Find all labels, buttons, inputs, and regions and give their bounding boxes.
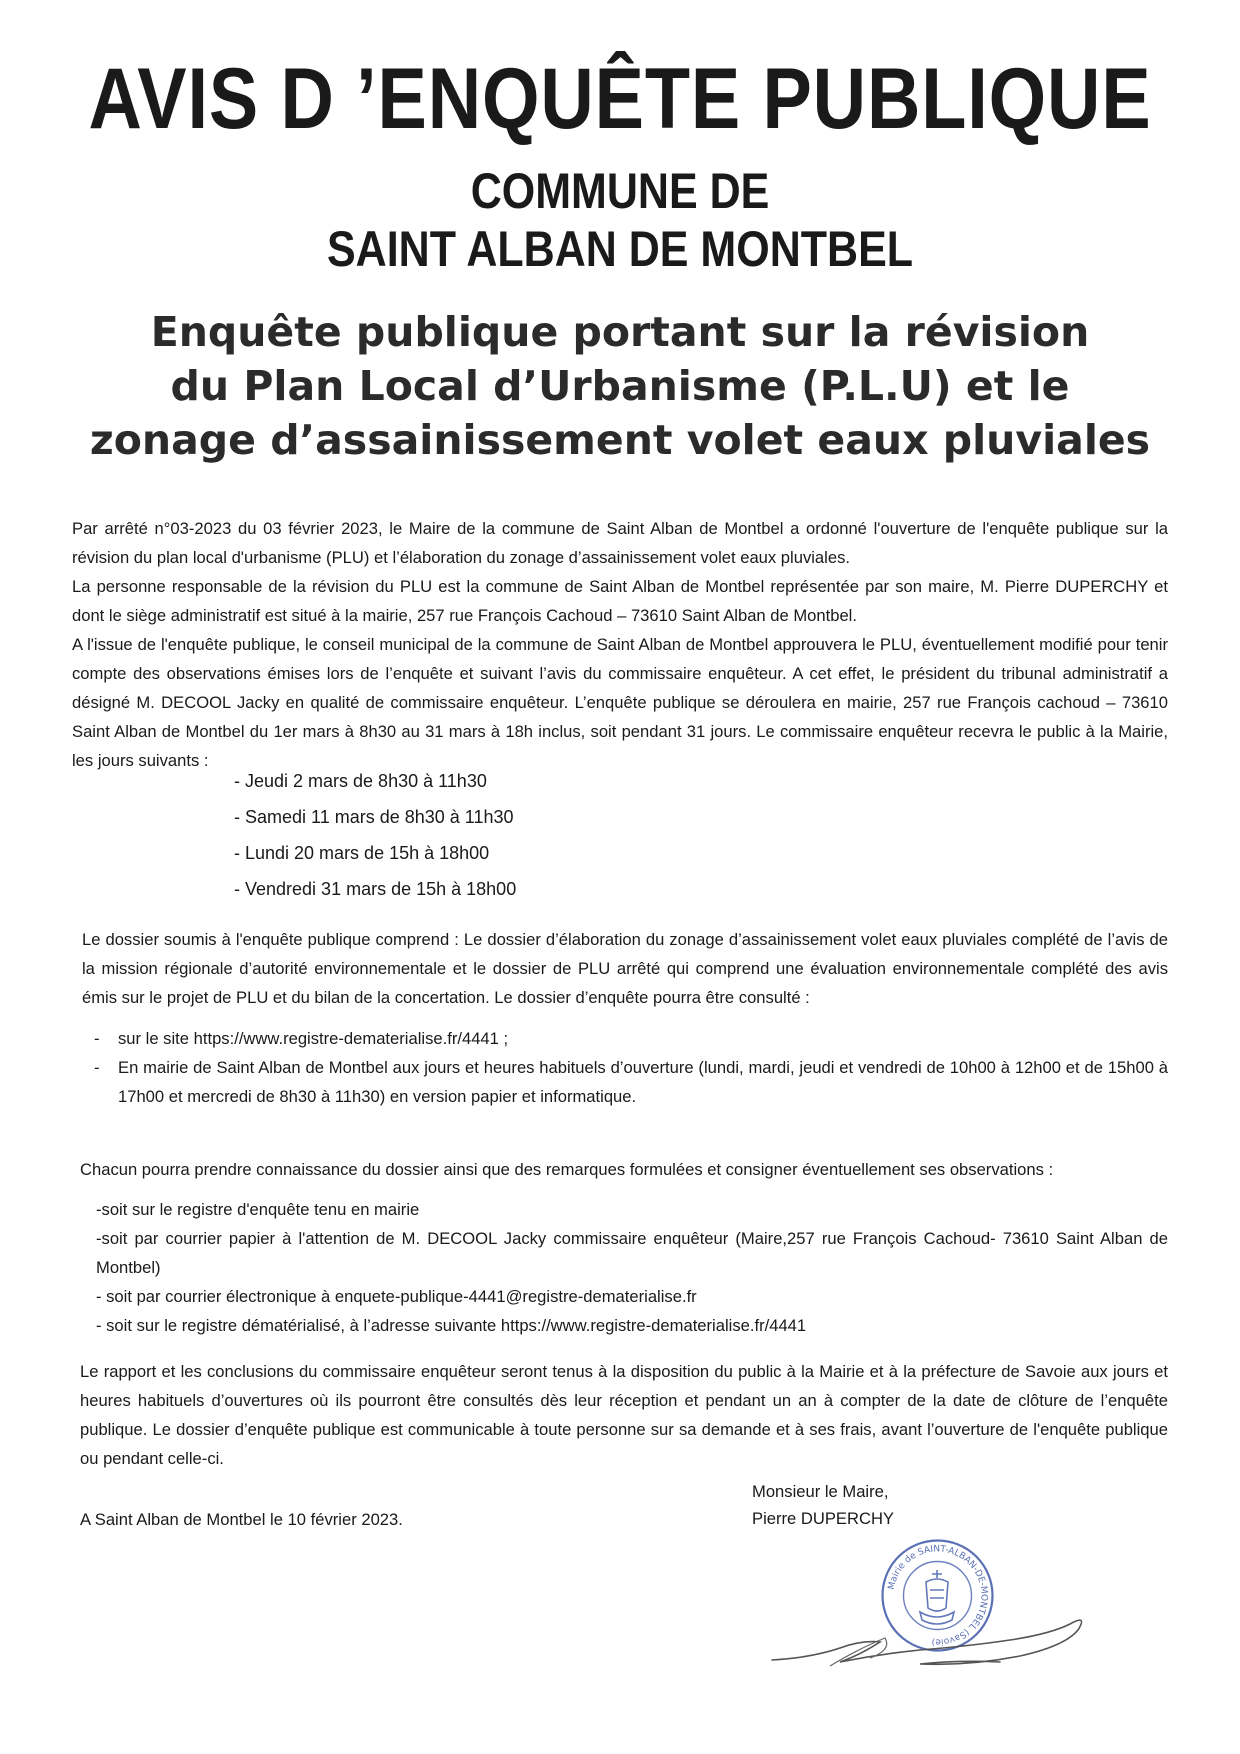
- dossier-website-item: sur le site https://www.registre-dematerialise.fr/4441 ;: [118, 1029, 509, 1048]
- intro-paragraph-3: A l'issue de l'enquête publique, le conseil municipal de la commune de Saint Alban de Montbel approuvera le PLU, éventuellement modifié pour tenir compte des observations émises lors de l’enquête et suivant l’avis du commissaire enquêteur. A cet effet, le président du tribunal administratif a désigné M. DECOOL Jacky en qualité de commissaire enquêteur. L’enquête publique se déroulera en mairie, 257 rue François cachoud – 73610 Saint Alban de Montbel du 1er mars à 8h30 au 31 mars à 18h inclus, soit pendant 31 jours. Le commissaire enquêteur recevra le public à la Mairie, les jours suivants :: [72, 635, 1168, 770]
- bullet-dash: -: [94, 1058, 100, 1077]
- commune-name: [87, 162, 1153, 278]
- list-item: [80, 1024, 1168, 1053]
- list-item: [80, 1053, 1168, 1111]
- observations-intro: Chacun pourra prendre connaissance du dossier ainsi que des remarques formulées et consigner éventuellement ses observations :: [80, 1160, 1054, 1179]
- signatory-name: Pierre DUPERCHY: [752, 1509, 894, 1528]
- notice-subject: [0, 305, 1240, 467]
- permanence-item: - Lundi 20 mars de 15h à 18h00: [234, 843, 490, 863]
- list-item: - soit sur le registre dématérialisé, à l’adresse suivante https://www.registre-dematerialise.fr/4441: [96, 1316, 807, 1335]
- observations-list: [96, 1195, 1168, 1340]
- list-item: -soit par courrier papier à l'attention de M. DECOOL Jacky commissaire enquêteur (Maire,257 rue François Cachoud- 73610 Saint Alban de Montbel): [96, 1229, 1168, 1277]
- intro-section: [72, 514, 1168, 775]
- signatory-title: Monsieur le Maire,: [752, 1482, 889, 1501]
- dossier-paragraph: Le dossier soumis à l'enquête publique comprend : Le dossier d’élaboration du zonage d’assainissement volet eaux pluviales complété de l’avis de la mission régionale d’autorité environnementale et le dossier de PLU arrêté qui comprend une évaluation environnementale complété des avis émis sur le projet de PLU et du bilan de la concertation. Le dossier d’enquête pourra être consulté :: [82, 930, 1168, 1007]
- subject-line-2: du Plan Local d’Urbanisme (P.L.U) et le: [170, 362, 1070, 410]
- permanence-item: - Samedi 11 mars de 8h30 à 11h30: [234, 807, 514, 827]
- stamp-text: Mairie de SAINT-ALBAN-DE-MONTBEL (Savoie): [886, 1544, 989, 1647]
- intro-paragraph-2: La personne responsable de la révision du PLU est la commune de Saint Alban de Montbel représentée par son maire, M. Pierre DUPERCHY et dont le siège administratif est situé à la mairie, 257 rue François Cachoud – 73610 Saint Alban de Montbel.: [72, 577, 1168, 625]
- bullet-dash: -: [94, 1029, 100, 1048]
- list-item: - soit par courrier électronique à enquete-publique-4441@registre-dematerialise.fr: [96, 1287, 697, 1306]
- permanence-list: [234, 763, 516, 907]
- dossier-access-list: [80, 1024, 1168, 1111]
- list-item: -soit sur le registre d'enquête tenu en mairie: [96, 1200, 420, 1219]
- subject-line-1: Enquête publique portant sur la révision: [150, 308, 1090, 356]
- permanence-item: - Jeudi 2 mars de 8h30 à 11h30: [234, 771, 487, 791]
- intro-paragraph-1: Par arrêté n°03-2023 du 03 février 2023, le Maire de la commune de Saint Alban de Montbel a ordonné l'ouverture de l'enquête publique sur la révision du plan local d'urbanisme (PLU) et l’élaboration du zonage d’assainissement volet eaux pluviales.: [72, 519, 1168, 567]
- subject-line-3: zonage d’assainissement volet eaux pluviales: [89, 416, 1151, 464]
- rapport-paragraph: Le rapport et les conclusions du commissaire enquêteur seront tenus à la disposition du public à la Mairie et à la préfecture de Savoie aux jours et heures habituels d’ouvertures où ils pourront être consultés dès leur réception et pendant un an à compter de la date de clôture de l’enquête publique. Le dossier d’enquête publique est communicable à toute personne sur sa demande et à ses frais, avant l’ouverture de l'enquête publique ou pendant celle-ci.: [80, 1362, 1168, 1468]
- signature-icon: [770, 1600, 1100, 1680]
- dossier-mairie-item: En mairie de Saint Alban de Montbel aux jours et heures habituels d’ouverture (lundi, mardi, jeudi et vendredi de 10h00 à 12h00 et de 15h00 à 17h00 et mercredi de 8h30 à 11h30) en version papier et informatique.: [118, 1058, 1168, 1106]
- commune-line-2: SAINT ALBAN DE MONTBEL: [326, 221, 914, 277]
- place-date: A Saint Alban de Montbel le 10 février 2023.: [80, 1510, 403, 1529]
- permanence-item: - Vendredi 31 mars de 15h à 18h00: [234, 879, 517, 899]
- signatory-block: [752, 1478, 894, 1532]
- commune-line-1: COMMUNE DE: [470, 163, 770, 219]
- notice-title: AVIS D ’ENQUÊTE PUBLIQUE: [88, 51, 1152, 147]
